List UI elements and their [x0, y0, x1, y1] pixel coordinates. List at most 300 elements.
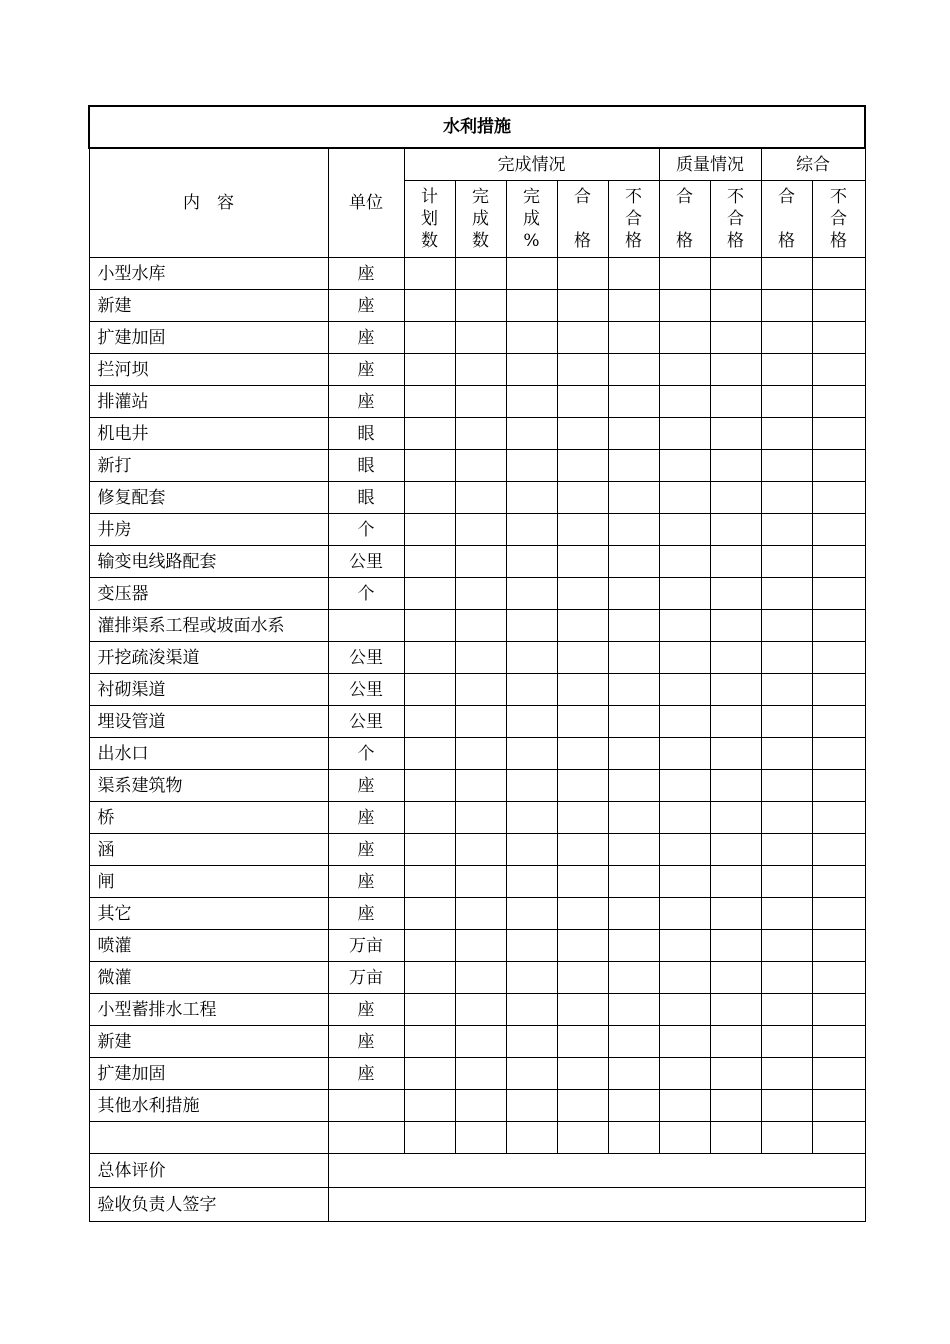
entry-cell[interactable] [404, 1090, 455, 1122]
entry-cell[interactable] [812, 610, 865, 642]
item-name-cell: 拦河坝 [89, 354, 328, 386]
entry-cell[interactable] [404, 1058, 455, 1090]
entry-cell[interactable] [506, 962, 557, 994]
entry-cell[interactable] [608, 1058, 659, 1090]
entry-cell[interactable] [608, 642, 659, 674]
unit-cell: 公里 [328, 674, 404, 706]
entry-cell[interactable] [608, 1026, 659, 1058]
entry-cell[interactable] [812, 770, 865, 802]
entry-cell[interactable] [761, 258, 812, 290]
entry-cell[interactable] [761, 418, 812, 450]
entry-cell[interactable] [710, 994, 761, 1026]
entry-cell[interactable] [812, 674, 865, 706]
water-measures-table [88, 105, 866, 1222]
entry-cell[interactable] [608, 546, 659, 578]
entry-cell[interactable] [761, 1090, 812, 1122]
entry-cell[interactable] [761, 706, 812, 738]
entry-cell[interactable] [710, 546, 761, 578]
entry-cell[interactable] [404, 290, 455, 322]
entry-cell[interactable] [812, 642, 865, 674]
entry-cell[interactable] [404, 354, 455, 386]
entry-cell[interactable] [404, 1122, 455, 1154]
quality-group-header: 质量情况 [659, 148, 761, 181]
entry-cell[interactable] [659, 1026, 710, 1058]
entry-cell[interactable] [761, 834, 812, 866]
entry-cell[interactable] [659, 770, 710, 802]
entry-cell[interactable] [812, 898, 865, 930]
entry-cell[interactable] [761, 642, 812, 674]
unit-cell: 公里 [328, 546, 404, 578]
entry-cell[interactable] [506, 1026, 557, 1058]
entry-cell[interactable] [761, 930, 812, 962]
entry-cell[interactable] [761, 802, 812, 834]
entry-cell[interactable] [404, 642, 455, 674]
unit-cell [328, 1090, 404, 1122]
entry-cell[interactable] [506, 834, 557, 866]
entry-cell[interactable] [812, 994, 865, 1026]
entry-cell[interactable] [710, 354, 761, 386]
table-row [89, 482, 865, 514]
entry-cell[interactable] [761, 866, 812, 898]
entry-cell[interactable] [506, 802, 557, 834]
entry-cell[interactable] [455, 1058, 506, 1090]
entry-cell[interactable] [608, 802, 659, 834]
entry-cell[interactable] [455, 578, 506, 610]
item-name-cell: 埋设管道 [89, 706, 328, 738]
unit-cell: 座 [328, 1058, 404, 1090]
entry-cell[interactable] [710, 578, 761, 610]
entry-cell[interactable] [710, 674, 761, 706]
entry-cell[interactable] [659, 962, 710, 994]
entry-cell[interactable] [557, 866, 608, 898]
entry-cell[interactable] [404, 578, 455, 610]
subheader-char: 合 [727, 209, 744, 229]
entry-cell[interactable] [557, 802, 608, 834]
entry-cell[interactable] [761, 994, 812, 1026]
entry-cell[interactable] [557, 610, 608, 642]
entry-cell[interactable] [506, 418, 557, 450]
entry-cell[interactable] [506, 1058, 557, 1090]
entry-cell[interactable] [506, 386, 557, 418]
entry-cell[interactable] [812, 930, 865, 962]
entry-cell[interactable] [455, 738, 506, 770]
entry-cell[interactable] [455, 674, 506, 706]
entry-cell[interactable] [812, 834, 865, 866]
entry-cell[interactable] [710, 322, 761, 354]
unit-cell: 眼 [328, 418, 404, 450]
entry-cell[interactable] [455, 546, 506, 578]
entry-cell[interactable] [812, 546, 865, 578]
entry-cell[interactable] [761, 354, 812, 386]
entry-cell[interactable] [659, 1090, 710, 1122]
entry-cell[interactable] [659, 738, 710, 770]
entry-cell[interactable] [506, 930, 557, 962]
entry-cell[interactable] [659, 482, 710, 514]
entry-cell[interactable] [455, 898, 506, 930]
entry-cell[interactable] [506, 770, 557, 802]
entry-cell[interactable] [608, 674, 659, 706]
entry-cell[interactable] [761, 1122, 812, 1154]
entry-cell[interactable] [404, 930, 455, 962]
table-row [89, 418, 865, 450]
entry-cell[interactable] [812, 1026, 865, 1058]
unit-cell: 座 [328, 386, 404, 418]
entry-cell[interactable] [659, 994, 710, 1026]
entry-cell[interactable] [608, 706, 659, 738]
entry-cell[interactable] [557, 418, 608, 450]
entry-cell[interactable] [761, 962, 812, 994]
entry-cell[interactable] [608, 1122, 659, 1154]
entry-cell[interactable] [710, 802, 761, 834]
entry-cell[interactable] [812, 706, 865, 738]
entry-cell[interactable] [404, 898, 455, 930]
entry-cell[interactable] [506, 674, 557, 706]
entry-cell[interactable] [608, 258, 659, 290]
entry-cell[interactable] [557, 962, 608, 994]
entry-cell[interactable] [812, 258, 865, 290]
entry-cell[interactable] [812, 322, 865, 354]
entry-cell[interactable] [710, 930, 761, 962]
entry-cell[interactable] [608, 738, 659, 770]
entry-cell[interactable] [608, 1090, 659, 1122]
entry-cell[interactable] [557, 386, 608, 418]
entry-cell[interactable] [710, 450, 761, 482]
entry-cell[interactable] [710, 386, 761, 418]
subheader-char: 不 [727, 187, 744, 207]
entry-cell[interactable] [455, 482, 506, 514]
entry-cell[interactable] [761, 578, 812, 610]
subheader-char: 格 [574, 231, 591, 251]
entry-cell[interactable] [455, 642, 506, 674]
entry-cell[interactable] [557, 450, 608, 482]
entry-cell[interactable] [710, 290, 761, 322]
entry-cell[interactable] [761, 738, 812, 770]
entry-cell[interactable] [659, 642, 710, 674]
entry-cell[interactable] [557, 1026, 608, 1058]
entry-cell[interactable] [557, 738, 608, 770]
entry-cell[interactable] [608, 866, 659, 898]
item-name-cell: 输变电线路配套 [89, 546, 328, 578]
subheader-char: 不 [625, 187, 642, 207]
entry-cell[interactable] [557, 482, 608, 514]
subheader-char: 合 [574, 187, 591, 207]
entry-cell[interactable] [557, 834, 608, 866]
entry-cell[interactable] [455, 770, 506, 802]
entry-cell[interactable] [608, 994, 659, 1026]
entry-cell[interactable] [455, 962, 506, 994]
entry-cell[interactable] [557, 514, 608, 546]
entry-cell[interactable] [710, 1058, 761, 1090]
entry-cell[interactable] [812, 1058, 865, 1090]
entry-cell[interactable] [557, 706, 608, 738]
entry-cell[interactable] [659, 1122, 710, 1154]
entry-cell[interactable] [557, 898, 608, 930]
entry-cell[interactable] [608, 322, 659, 354]
entry-cell[interactable] [557, 770, 608, 802]
entry-cell[interactable] [659, 418, 710, 450]
entry-cell[interactable] [812, 962, 865, 994]
entry-cell[interactable] [506, 866, 557, 898]
entry-cell[interactable] [710, 418, 761, 450]
entry-cell[interactable] [404, 1026, 455, 1058]
entry-cell[interactable] [404, 482, 455, 514]
subheader-char [660, 208, 710, 230]
entry-cell[interactable] [404, 546, 455, 578]
entry-cell[interactable] [659, 386, 710, 418]
entry-cell[interactable] [608, 610, 659, 642]
entry-cell[interactable] [761, 450, 812, 482]
table-row [89, 1026, 865, 1058]
item-name-cell: 新打 [89, 450, 328, 482]
entry-cell[interactable] [761, 546, 812, 578]
entry-cell[interactable] [455, 706, 506, 738]
subheader-char: 格 [778, 231, 795, 251]
entry-cell[interactable] [761, 770, 812, 802]
entry-cell[interactable] [557, 642, 608, 674]
entry-cell[interactable] [608, 290, 659, 322]
entry-cell[interactable] [710, 610, 761, 642]
entry-cell[interactable] [659, 674, 710, 706]
entry-cell[interactable] [455, 386, 506, 418]
subheader-char: 合 [676, 187, 693, 207]
entry-cell[interactable] [659, 514, 710, 546]
entry-cell[interactable] [659, 802, 710, 834]
entry-cell[interactable] [455, 450, 506, 482]
entry-cell[interactable] [557, 930, 608, 962]
subheader-char: 格 [676, 231, 693, 251]
entry-cell[interactable] [710, 514, 761, 546]
entry-cell[interactable] [506, 1090, 557, 1122]
item-name-cell: 小型水库 [89, 258, 328, 290]
entry-cell[interactable] [455, 514, 506, 546]
entry-cell[interactable] [404, 994, 455, 1026]
entry-cell[interactable] [404, 322, 455, 354]
unit-cell: 座 [328, 802, 404, 834]
entry-cell[interactable] [455, 258, 506, 290]
entry-cell[interactable] [761, 1058, 812, 1090]
entry-cell[interactable] [455, 994, 506, 1026]
entry-cell[interactable] [812, 290, 865, 322]
entry-cell[interactable] [404, 418, 455, 450]
entry-cell[interactable] [404, 834, 455, 866]
entry-cell[interactable] [506, 994, 557, 1026]
entry-cell[interactable] [812, 450, 865, 482]
entry-cell[interactable] [761, 482, 812, 514]
subheader-char: 成 [523, 209, 540, 229]
entry-cell[interactable] [557, 322, 608, 354]
subheader-overall-pass [761, 181, 812, 258]
entry-cell[interactable] [506, 546, 557, 578]
entry-cell[interactable] [812, 354, 865, 386]
table-row [89, 1058, 865, 1090]
entry-cell[interactable] [404, 610, 455, 642]
entry-cell[interactable] [710, 834, 761, 866]
entry-cell[interactable] [710, 258, 761, 290]
overall-evaluation-field[interactable] [328, 1154, 865, 1188]
entry-cell[interactable] [404, 866, 455, 898]
entry-cell[interactable] [557, 258, 608, 290]
entry-cell[interactable] [761, 674, 812, 706]
entry-cell[interactable] [659, 546, 710, 578]
entry-cell[interactable] [710, 482, 761, 514]
entry-cell[interactable] [812, 1122, 865, 1154]
entry-cell[interactable] [455, 610, 506, 642]
entry-cell[interactable] [557, 1090, 608, 1122]
entry-cell[interactable] [404, 258, 455, 290]
unit-cell: 个 [328, 514, 404, 546]
unit-header: 单位 [328, 148, 404, 258]
entry-cell[interactable] [608, 962, 659, 994]
table-row [89, 1090, 865, 1122]
entry-cell[interactable] [404, 738, 455, 770]
entry-cell[interactable] [659, 258, 710, 290]
entry-cell[interactable] [608, 354, 659, 386]
entry-cell[interactable] [506, 706, 557, 738]
entry-cell[interactable] [659, 450, 710, 482]
entry-cell[interactable] [506, 610, 557, 642]
entry-cell[interactable] [506, 578, 557, 610]
entry-cell[interactable] [812, 482, 865, 514]
entry-cell[interactable] [455, 290, 506, 322]
entry-cell[interactable] [710, 1090, 761, 1122]
entry-cell[interactable] [608, 386, 659, 418]
entry-cell[interactable] [608, 930, 659, 962]
entry-cell[interactable] [506, 642, 557, 674]
entry-cell[interactable] [404, 706, 455, 738]
entry-cell[interactable] [557, 1058, 608, 1090]
entry-cell[interactable] [710, 738, 761, 770]
entry-cell[interactable] [761, 898, 812, 930]
entry-cell[interactable] [506, 482, 557, 514]
entry-cell[interactable] [557, 674, 608, 706]
entry-cell[interactable] [761, 386, 812, 418]
entry-cell[interactable] [404, 802, 455, 834]
entry-cell[interactable] [506, 1122, 557, 1154]
entry-cell[interactable] [557, 546, 608, 578]
entry-cell[interactable] [404, 962, 455, 994]
entry-cell[interactable] [455, 1090, 506, 1122]
entry-cell[interactable] [455, 930, 506, 962]
entry-cell[interactable] [506, 738, 557, 770]
entry-cell[interactable] [710, 1122, 761, 1154]
entry-cell[interactable] [608, 482, 659, 514]
entry-cell[interactable] [659, 578, 710, 610]
entry-cell[interactable] [506, 514, 557, 546]
entry-cell[interactable] [710, 898, 761, 930]
entry-cell[interactable] [761, 1026, 812, 1058]
entry-cell[interactable] [608, 514, 659, 546]
subheader-char: 数 [421, 231, 438, 251]
entry-cell[interactable] [557, 1122, 608, 1154]
entry-cell[interactable] [608, 450, 659, 482]
entry-cell[interactable] [455, 322, 506, 354]
entry-cell[interactable] [812, 578, 865, 610]
entry-cell[interactable] [659, 1058, 710, 1090]
entry-cell[interactable] [608, 834, 659, 866]
entry-cell[interactable] [812, 1090, 865, 1122]
subheader-overall-fail [812, 181, 865, 258]
entry-cell[interactable] [557, 290, 608, 322]
subheader-planned-count [404, 181, 455, 258]
entry-cell[interactable] [455, 802, 506, 834]
entry-cell[interactable] [710, 642, 761, 674]
entry-cell[interactable] [659, 866, 710, 898]
entry-cell[interactable] [710, 1026, 761, 1058]
entry-cell[interactable] [659, 354, 710, 386]
unit-cell: 公里 [328, 706, 404, 738]
entry-cell[interactable] [506, 450, 557, 482]
entry-cell[interactable] [557, 354, 608, 386]
entry-cell[interactable] [812, 802, 865, 834]
entry-cell[interactable] [455, 1026, 506, 1058]
entry-cell[interactable] [455, 866, 506, 898]
entry-cell[interactable] [608, 578, 659, 610]
entry-cell[interactable] [404, 674, 455, 706]
entry-cell[interactable] [455, 1122, 506, 1154]
entry-cell[interactable] [710, 962, 761, 994]
entry-cell[interactable] [506, 290, 557, 322]
entry-cell[interactable] [455, 418, 506, 450]
entry-cell[interactable] [659, 290, 710, 322]
entry-cell[interactable] [557, 578, 608, 610]
entry-cell[interactable] [812, 386, 865, 418]
entry-cell[interactable] [710, 770, 761, 802]
entry-cell[interactable] [710, 866, 761, 898]
item-name-cell: 涵 [89, 834, 328, 866]
table-row [89, 674, 865, 706]
entry-cell[interactable] [812, 738, 865, 770]
entry-cell[interactable] [404, 386, 455, 418]
entry-cell[interactable] [455, 354, 506, 386]
entry-cell[interactable] [608, 770, 659, 802]
entry-cell[interactable] [761, 514, 812, 546]
entry-cell[interactable] [608, 898, 659, 930]
item-name-cell: 井房 [89, 514, 328, 546]
table-row [89, 962, 865, 994]
entry-cell[interactable] [659, 898, 710, 930]
entry-cell[interactable] [761, 290, 812, 322]
entry-cell[interactable] [506, 898, 557, 930]
entry-cell[interactable] [404, 450, 455, 482]
entry-cell[interactable] [506, 258, 557, 290]
entry-cell[interactable] [506, 322, 557, 354]
entry-cell[interactable] [761, 322, 812, 354]
entry-cell[interactable] [710, 706, 761, 738]
signature-field[interactable] [328, 1188, 865, 1222]
entry-cell[interactable] [404, 514, 455, 546]
subheader-pass [557, 181, 608, 258]
overall-evaluation-row [89, 1154, 865, 1188]
entry-cell[interactable] [812, 418, 865, 450]
entry-cell[interactable] [404, 770, 455, 802]
entry-cell[interactable] [506, 354, 557, 386]
entry-cell[interactable] [812, 514, 865, 546]
entry-cell[interactable] [659, 834, 710, 866]
entry-cell[interactable] [659, 930, 710, 962]
subheader-char: 合 [778, 187, 795, 207]
table-row [89, 866, 865, 898]
entry-cell[interactable] [761, 610, 812, 642]
entry-cell[interactable] [608, 418, 659, 450]
entry-cell[interactable] [659, 706, 710, 738]
entry-cell[interactable] [455, 834, 506, 866]
subheader-char: 划 [421, 209, 438, 229]
entry-cell[interactable] [659, 610, 710, 642]
table-row [89, 1122, 865, 1154]
entry-cell[interactable] [812, 866, 865, 898]
entry-cell[interactable] [659, 322, 710, 354]
entry-cell[interactable] [557, 994, 608, 1026]
